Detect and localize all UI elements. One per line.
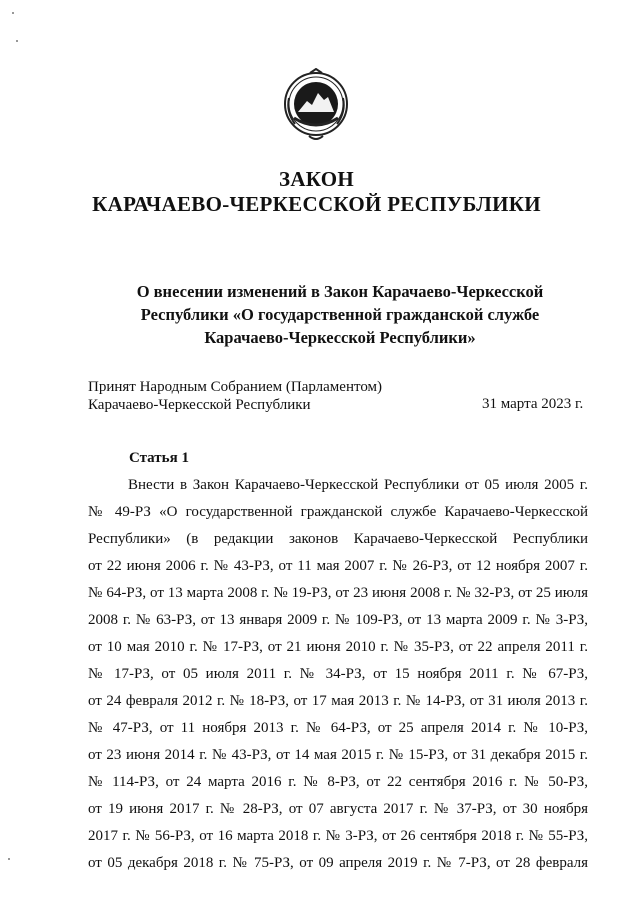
law-subject-line: Карачаево-Черкесской Республики» — [204, 328, 476, 347]
article-line: Внести в Закон Карачаево-Черкесской Республики от 05 июля 2005 г. — [128, 477, 588, 493]
law-title: ЗАКОН — [278, 167, 355, 191]
article-line: от 22 июня 2006 г. № 43-РЗ, от 11 мая 2007 г. № 26-РЗ, от 12 ноября 2007 г. — [88, 558, 588, 574]
adoption-statement — [88, 378, 382, 414]
law-subject-line: Республики «О государственной гражданской службе — [140, 305, 540, 324]
coat-of-arms-icon — [283, 68, 349, 144]
article-line: № 114-РЗ, от 24 марта 2016 г. № 8-РЗ, от 22 сентября 2016 г. № 50-РЗ, — [88, 774, 588, 790]
scan-speck — [8, 858, 10, 860]
article-line: от 19 июня 2017 г. № 28-РЗ, от 07 августа 2017 г. № 37-РЗ, от 30 ноября — [88, 801, 588, 817]
article-line: № 47-РЗ, от 11 ноября 2013 г. № 64-РЗ, от 25 апреля 2014 г. № 10-РЗ, — [88, 720, 588, 736]
article-heading: Статья 1 — [129, 450, 189, 466]
article-line: от 24 февраля 2012 г. № 18-РЗ, от 17 мая 2013 г. № 14-РЗ, от 31 июля 2013 г. — [88, 693, 588, 709]
article-line: Республики» (в редакции законов Карачаево-Черкесской Республики — [88, 531, 588, 547]
adoption-line: Карачаево-Черкесской Республики — [88, 397, 311, 413]
article-line: от 05 декабря 2018 г. № 75-РЗ, от 09 апреля 2019 г. № 7-РЗ, от 28 февраля — [88, 855, 588, 871]
scan-speck — [16, 40, 18, 42]
article-line: № 64-РЗ, от 13 марта 2008 г. № 19-РЗ, от 23 июня 2008 г. № 32-РЗ, от 25 июля — [88, 585, 588, 601]
law-title-republic: КАРАЧАЕВО-ЧЕРКЕССКОЙ РЕСПУБЛИКИ — [92, 192, 541, 216]
article-line: от 10 мая 2010 г. № 17-РЗ, от 21 июня 2010 г. № 35-РЗ, от 22 апреля 2011 г. — [88, 639, 588, 655]
article-line: 2008 г. № 63-РЗ, от 13 января 2009 г. № 109-РЗ, от 13 марта 2009 г. № 3-РЗ, — [88, 612, 588, 628]
article-line: от 23 июня 2014 г. № 43-РЗ, от 14 мая 2015 г. № 15-РЗ, от 31 декабря 2015 г. — [88, 747, 588, 763]
article-line: № 49-РЗ «О государственной гражданской службе Карачаево-Черкесской — [88, 504, 588, 520]
article-line: № 17-РЗ, от 05 июля 2011 г. № 34-РЗ, от 15 ноября 2011 г. № 67-РЗ, — [88, 666, 588, 682]
adoption-line: Принят Народным Собранием (Парламентом) — [88, 379, 383, 395]
scan-speck — [12, 12, 14, 14]
law-subject — [60, 280, 620, 349]
article-line: 2017 г. № 56-РЗ, от 16 марта 2018 г. № 3-РЗ, от 26 сентября 2018 г. № 55-РЗ, — [88, 828, 588, 844]
article-body — [88, 472, 588, 877]
adoption-date: 31 марта 2023 г. — [482, 396, 584, 412]
law-subject-line: О внесении изменений в Закон Карачаево-Черкесской — [136, 282, 544, 301]
